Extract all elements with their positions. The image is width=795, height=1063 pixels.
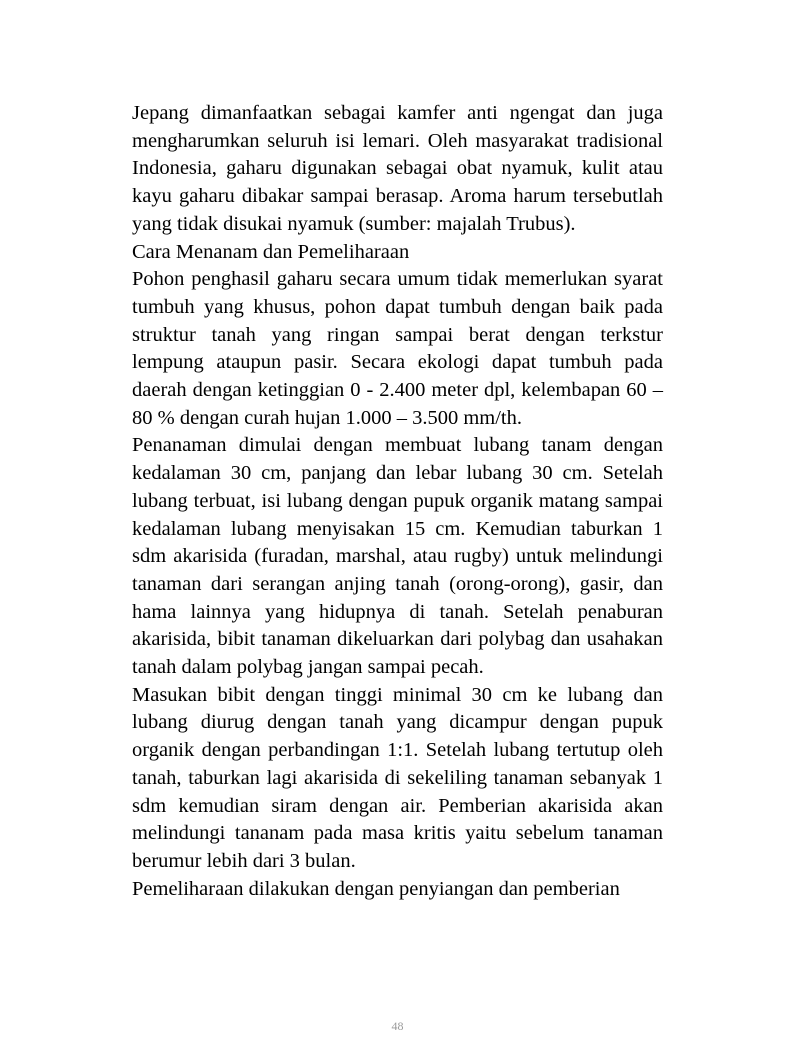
body-text (132, 100, 663, 903)
paragraph-maintenance: Pemeliharaan dilakukan dengan penyiangan dan pemberian (132, 877, 620, 900)
paragraph-seedling: Masukan bibit dengan tinggi minimal 30 cm ke lubang dan lubang diurug dengan tanah yang dicampur dengan pupuk organik dengan perbandingan 1:1. Setelah lubang tertutup oleh tanah, taburkan lagi akarisida di sekeliling tanaman sebanyak 1 sdm kemudian siram dengan air. Pemberian akarisida akan melindungi tananam pada masa kritis yaitu sebelum tanaman berumur lebih dari 3 bulan. (132, 683, 663, 872)
paragraph-gaharu-uses: Jepang dimanfaatkan sebagai kamfer anti ngengat dan juga mengharumkan seluruh isi lemari. Oleh masyarakat tradisional Indonesia, gaharu digunakan sebagai obat nyamuk, kulit atau kayu gaharu dibakar sampai berasap. Aroma harum tersebutlah yang tidak disukai nyamuk (sumber: majalah Trubus). (132, 102, 663, 235)
paragraph-growing-conditions: Pohon penghasil gaharu secara umum tidak memerlukan syarat tumbuh yang khusus, pohon dapat tumbuh dengan baik pada struktur tanah yang ringan sampai berat dengan terkstur lempung ataupun pasir. Secara ekologi dapat tumbuh pada daerah dengan ketinggian 0 - 2.400 meter dpl, kelembapan 60 – 80 % dengan curah hujan 1.000 – 3.500 mm/th. (132, 268, 663, 429)
section-heading: Cara Menanam dan Pemeliharaan (132, 240, 410, 263)
page-number: 48 (391, 1019, 404, 1033)
paragraph-planting: Penanaman dimulai dengan membuat lubang tanam dengan kedalaman 30 cm, panjang dan lebar lubang 30 cm. Setelah lubang terbuat, isi lubang dengan pupuk organik matang sampai kedalaman lubang menyisakan 15 cm. Kemudian taburkan 1 sdm akarisida (furadan, marshal, atau rugby) untuk melindungi tanaman dari serangan anjing tanah (orong-orong), gasir, dan hama lainnya yang hidupnya di tanah. Setelah penaburan akarisida, bibit tanaman dikeluarkan dari polybag dan usahakan tanah dalam polybag jangan sampai pecah. (132, 434, 663, 679)
